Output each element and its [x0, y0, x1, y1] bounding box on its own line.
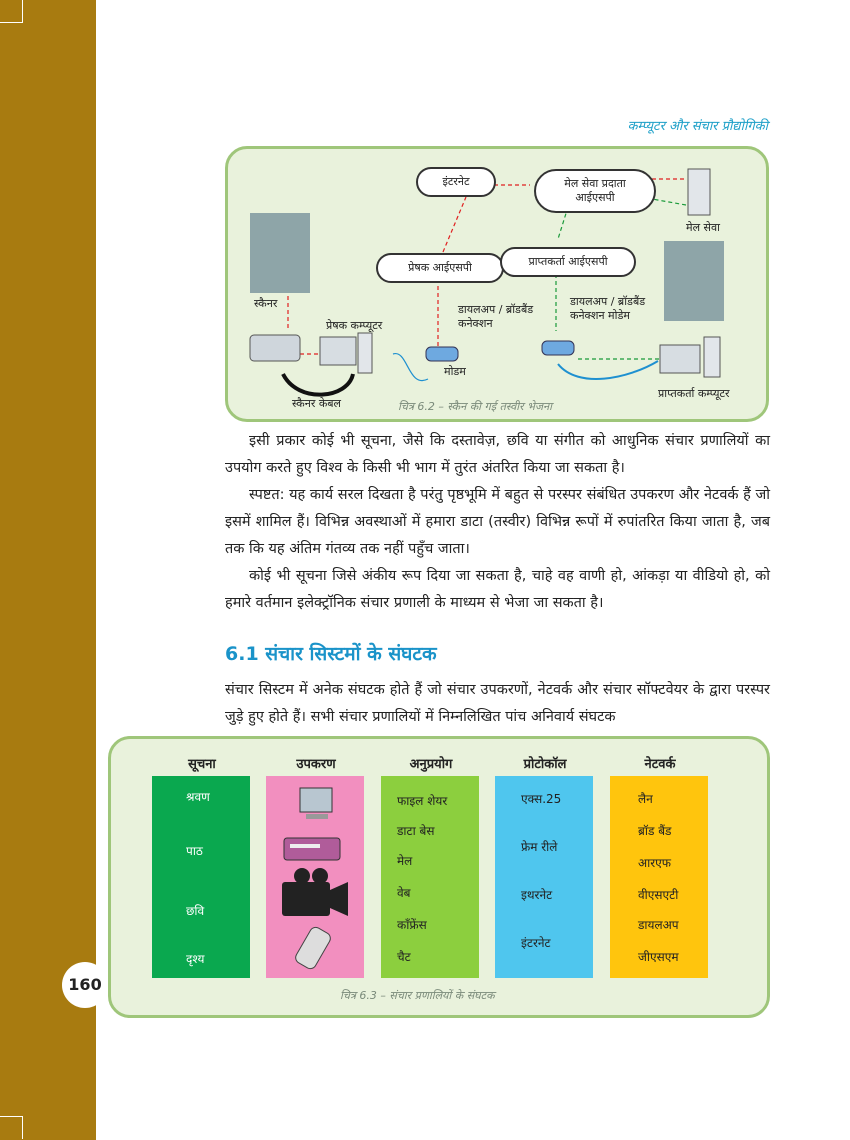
list-item: चैट [397, 950, 411, 964]
cloud-receiver-isp: प्राप्तकर्ता आईएसपी [500, 247, 636, 277]
network-diagram [228, 149, 766, 419]
label-sender-computer: प्रेषक कम्प्यूटर [326, 319, 383, 332]
list-item: ब्रॉड बैंड [638, 824, 672, 838]
list-item: इथरनेट [521, 888, 553, 902]
mobile-phone-icon [293, 925, 332, 971]
label-dialup-right: डायलअप / ब्रॉडबैंड कनेक्शन मोडेम [570, 295, 646, 322]
figure1-caption: चित्र 6.2 – स्कैन की गई तस्वीर भेजना [398, 400, 552, 413]
label-mail-service: मेल सेवा [686, 221, 720, 234]
column-head-applications: अनुप्रयोग [409, 757, 453, 772]
list-item: दृश्य [186, 952, 205, 966]
list-item: मेल [397, 854, 413, 868]
list-item: आरएफ [638, 856, 672, 870]
column-head-devices: उपकरण [296, 757, 336, 772]
column-protocols [495, 776, 593, 978]
list-item: कॉंफ्रेंस [397, 918, 427, 932]
column-head-information: सूचना [188, 757, 216, 772]
device-icons [266, 776, 364, 978]
list-item: डायलअप [638, 918, 679, 932]
list-item: फाइल शेयर [397, 794, 448, 808]
column-applications [381, 776, 479, 978]
paragraph-1: इसी प्रकार कोई भी सूचना, जैसे कि दस्तावेज़, छवि या संगीत को आधुनिक संचार प्रणालियों का उपयोग करते हुए विश्व के किसी भी भाग में तुरंत अंतरित किया जा सकता है। [225, 433, 770, 476]
label-scanner-cable: स्कैनर केबल [292, 397, 342, 410]
column-devices [266, 776, 364, 978]
list-item: एक्स.25 [521, 792, 562, 806]
list-item: श्रवण [186, 790, 210, 804]
label-scanner: स्कैनर [254, 297, 278, 310]
list-item: फ्रेम रीले [521, 840, 558, 854]
column-information [152, 776, 250, 978]
figure-send-scanned-image [225, 146, 769, 422]
section-title: 6.1 संचार सिस्टमों के संघटक [225, 643, 437, 665]
list-item: डाटा बेस [397, 824, 435, 838]
column-networks [610, 776, 708, 978]
crop-mark-bottom [0, 1116, 23, 1139]
label-receiver-computer: प्राप्तकर्ता कम्प्यूटर [658, 387, 730, 400]
paragraph-3: कोई भी सूचना जिसे अंकीय रूप दिया जा सकता है, चाहे वह वाणी हो, आंकड़ा या वीडियो हो, को हमारे वर्तमान इलेक्ट्रॉनिक संचार प्रणाली के माध्यम से भेजा जा सकता है। [225, 568, 770, 611]
list-item: लैन [638, 792, 653, 806]
running-header: कम्प्यूटर और संचार प्रौद्योगिकी [627, 119, 768, 134]
cloud-sender-isp: प्रेषक आईएसपी [376, 253, 504, 283]
camera-icon [282, 868, 348, 916]
list-item: पाठ [186, 844, 203, 858]
list-item: छवि [186, 904, 205, 918]
computer-icon [300, 788, 332, 819]
list-item: जीएसएम [638, 950, 679, 964]
paragraph-2: स्पष्टत: यह कार्य सरल दिखता है परंतु पृष्ठभूमि में बहुत से परस्पर संबंधित उपकरण और नेटवर्क हैं जो इसमें शामिल हैं। विभिन्न अवस्थाओं में हमारा डाटा (तस्वीर) विभिन्न रूपों में रुपांतरित किया जाता है, जब तक कि यह अंतिम गंतव्य तक नहीं पहुँच जाता। [225, 487, 770, 557]
list-item: इंटरनेट [521, 936, 551, 950]
label-modem: मोडम [444, 365, 466, 378]
list-item: वीएसएटी [638, 888, 679, 902]
column-head-protocols: प्रोटोकॉल [523, 757, 567, 772]
column-head-networks: नेटवर्क [644, 757, 676, 772]
cloud-mail-provider: मेल सेवा प्रदाता आईएसपी [534, 169, 656, 213]
label-dialup-left: डायलअप / ब्रॉडबैंड कनेक्शन [458, 303, 534, 330]
crop-mark-top [0, 0, 23, 23]
page-number: 160 [62, 962, 108, 1008]
cloud-internet: इंटरनेट [416, 167, 496, 197]
paragraph-4: संचार सिस्टम में अनेक संघटक होते हैं जो संचार उपकरणों, नेटवर्क और संचार सॉफ्टवेयर के द्वारा परस्पर जुड़े हुए होते हैं। सभी संचार प्रणालियों में निम्नलिखित पांच अनिवार्य संघटक [225, 682, 770, 725]
list-item: वेब [397, 886, 411, 900]
fax-icon [284, 838, 340, 860]
figure2-caption: चित्र 6.3 – संचार प्रणालियों के संघटक [340, 989, 495, 1002]
